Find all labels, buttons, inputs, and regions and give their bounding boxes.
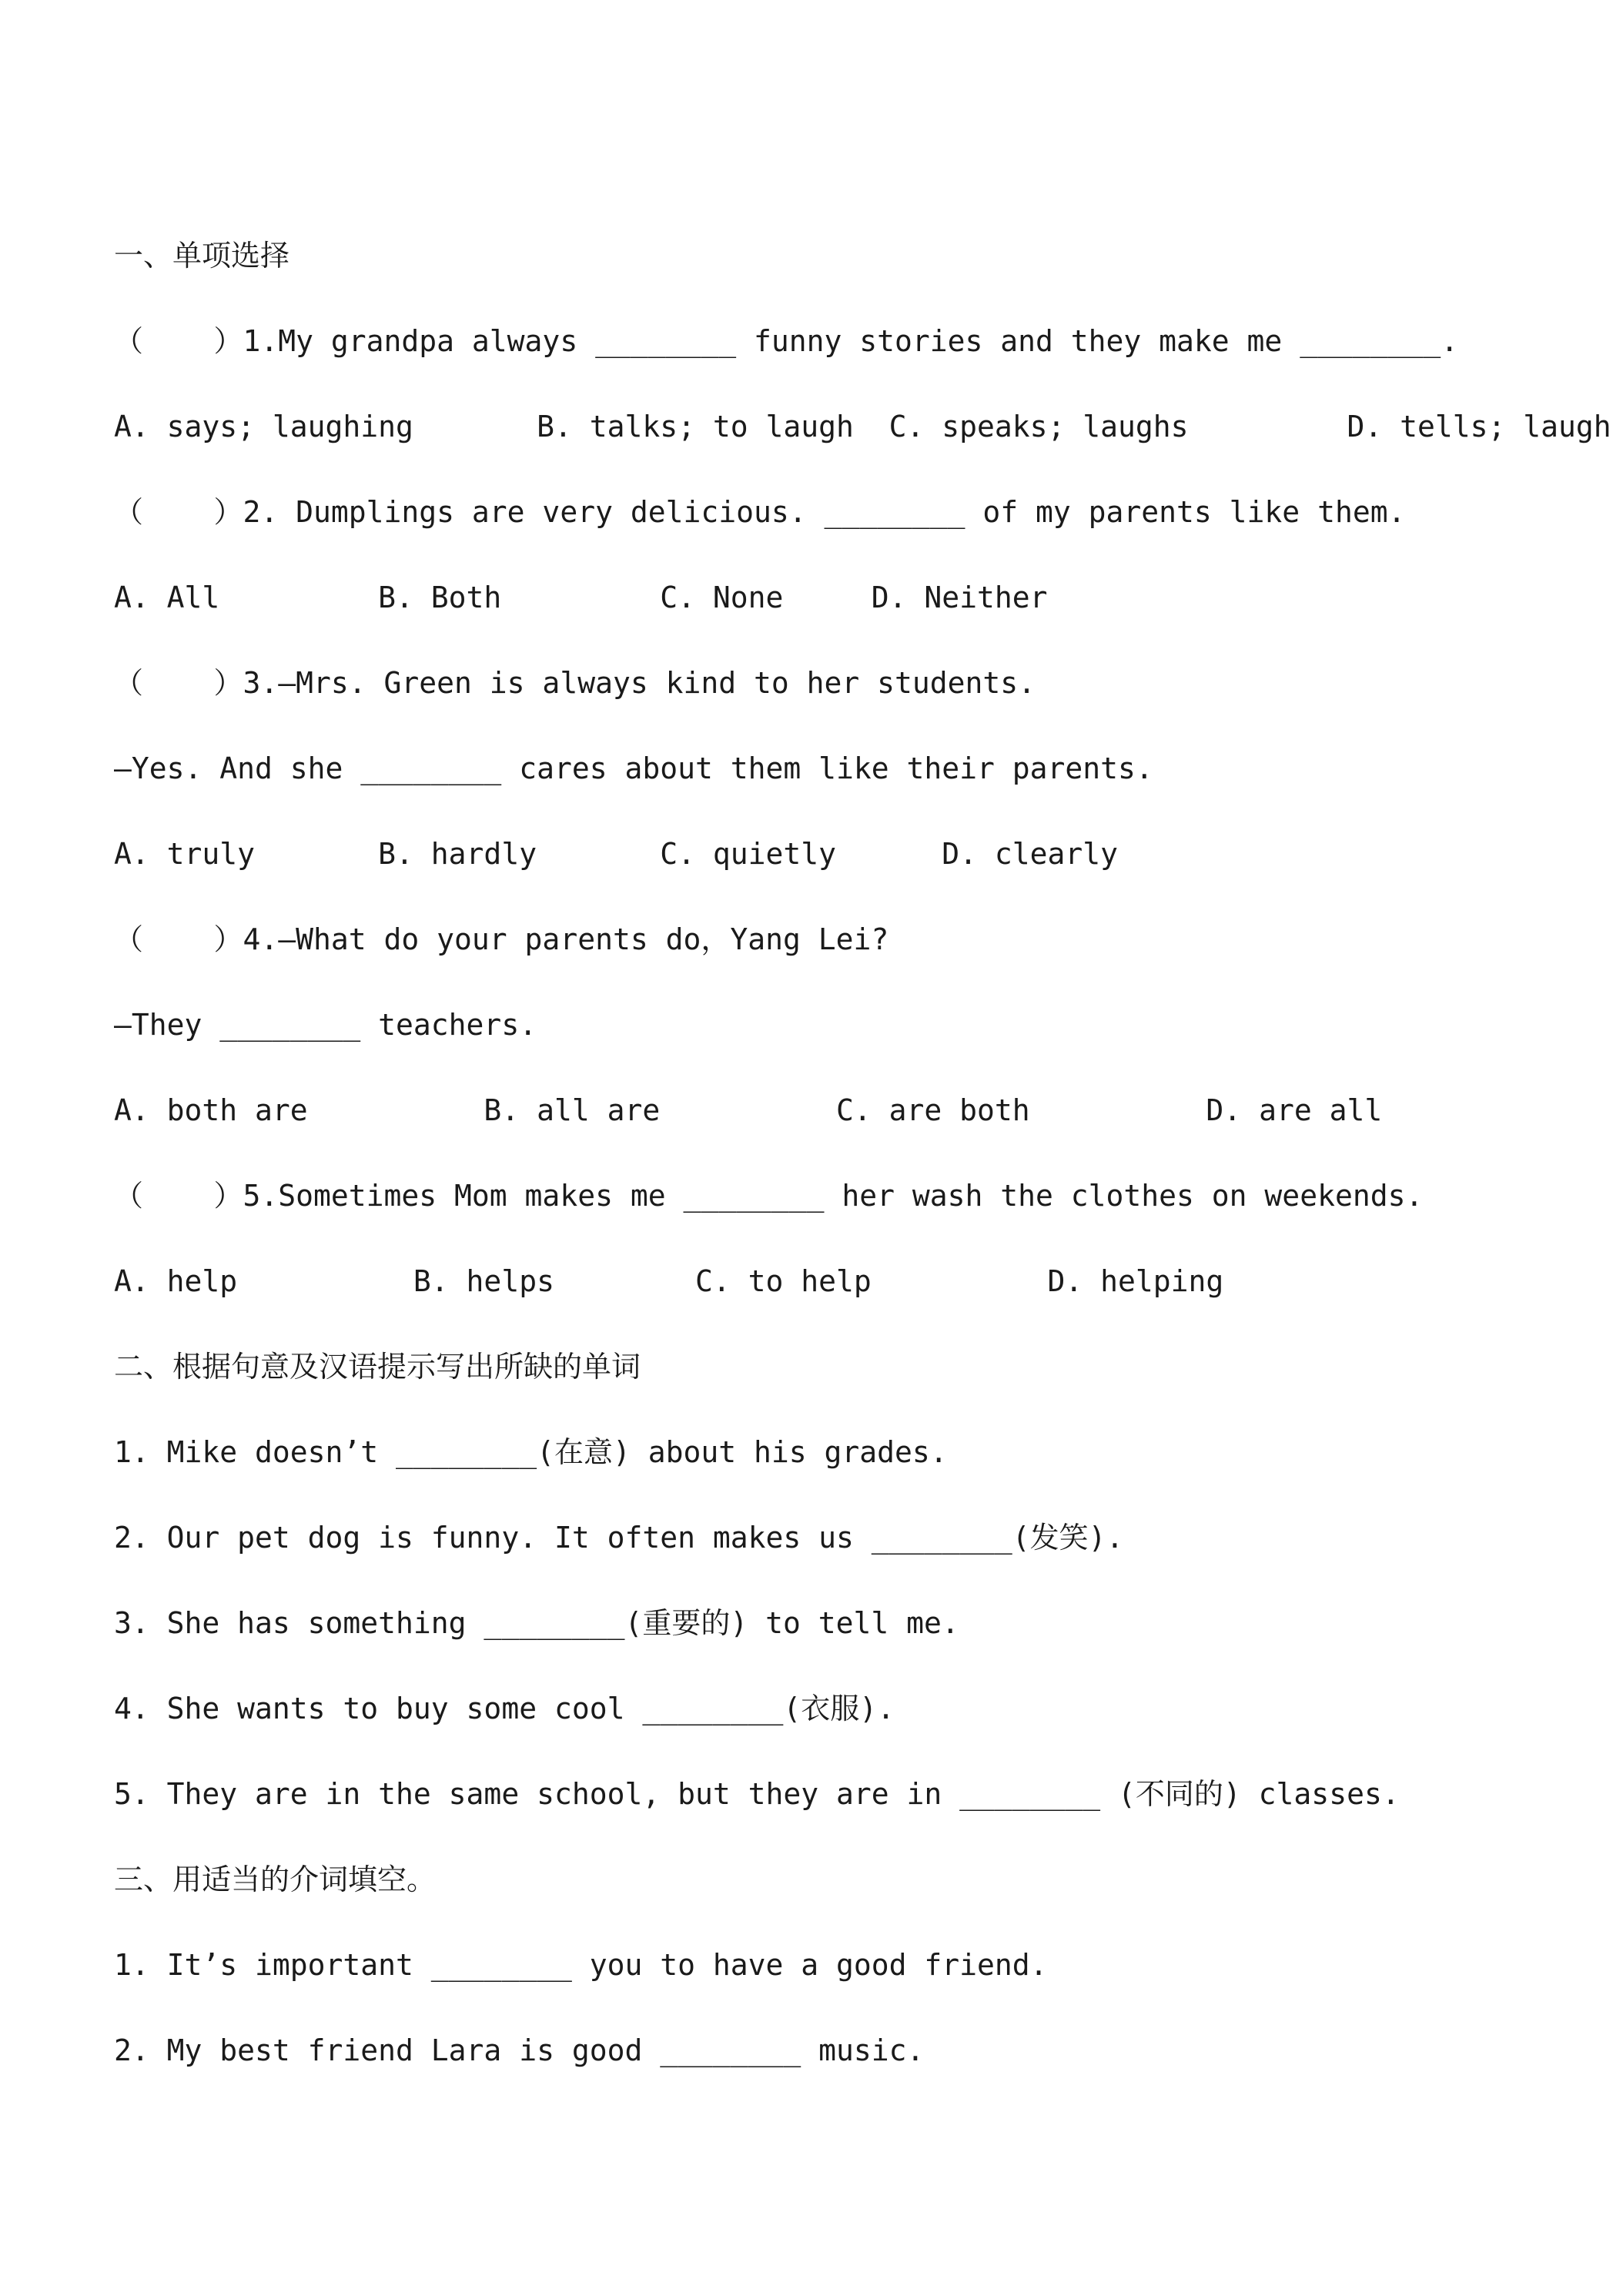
options-line: A. truly B. hardly C. quietly D. clearly bbox=[114, 837, 1119, 871]
options-line: A. says; laughing B. talks; to laugh C. speaks; laughs D. tells; laugh bbox=[114, 410, 1611, 443]
question-line: （ ）2. Dumplings are very delicious. ________ of my parents like them. bbox=[114, 495, 1406, 529]
question-line: （ ）4.—What do your parents do，Yang Lei? bbox=[114, 922, 889, 956]
question-line: —Yes. And she ________ cares about them like their parents. bbox=[114, 751, 1153, 785]
question-line: 1. It’s important ________ you to have a good friend. bbox=[114, 1948, 1048, 1982]
question-line: （ ）3.—Mrs. Green is always kind to her students. bbox=[114, 666, 1036, 700]
question-line: 2. My best friend Lara is good ________ music. bbox=[114, 2033, 925, 2067]
question-line: （ ）1.My grandpa always ________ funny stories and they make me ________. bbox=[114, 324, 1459, 358]
question-line: —They ________ teachers. bbox=[114, 1008, 537, 1042]
options-line: A. All B. Both C. None D. Neither bbox=[114, 581, 1048, 614]
section-title: 二、根据句意及汉语提示写出所缺的单词 bbox=[114, 1350, 641, 1384]
question-line: 3. She has something ________(重要的) to tell me. bbox=[114, 1606, 959, 1640]
question-line: 2. Our pet dog is funny. It often makes us ________(发笑). bbox=[114, 1521, 1124, 1555]
section-title: 三、用适当的介词填空。 bbox=[114, 1863, 437, 1896]
section-title: 一、单项选择 bbox=[114, 239, 290, 273]
question-line: 5. They are in the same school, but they are in ________ (不同的) classes. bbox=[114, 1777, 1400, 1811]
question-line: （ ）5.Sometimes Mom makes me ________ her wash the clothes on weekends. bbox=[114, 1179, 1424, 1213]
question-line: 4. She wants to buy some cool ________(衣服). bbox=[114, 1692, 895, 1725]
options-line: A. help B. helps C. to help D. helping bbox=[114, 1264, 1224, 1298]
options-line: A. both are B. all are C. are both D. are all bbox=[114, 1093, 1383, 1127]
question-line: 1. Mike doesn’t ________(在意) about his grades. bbox=[114, 1435, 948, 1469]
